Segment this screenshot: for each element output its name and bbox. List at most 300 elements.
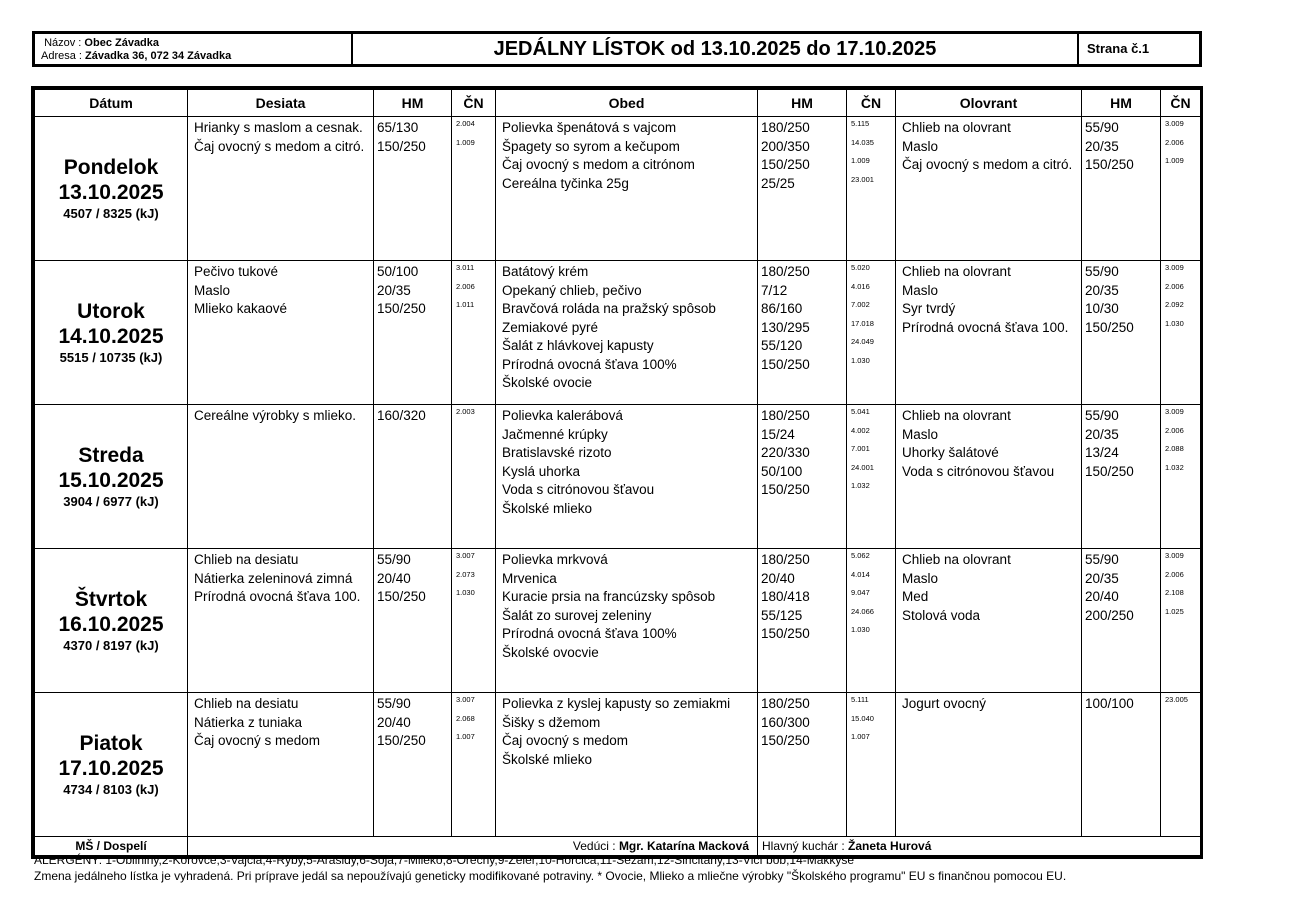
cn-code [851, 732, 895, 751]
desiata-cn-cell [452, 117, 496, 261]
olovrant-items-cell [896, 117, 1082, 261]
address-label: Adresa : [41, 50, 82, 62]
hm-value: 55/125 [761, 607, 803, 623]
desiata-item: Maslo [194, 282, 231, 298]
obed-item: Šalát zo surovej zeleniny [502, 607, 652, 623]
date-cell [35, 405, 188, 549]
cn-code [456, 407, 495, 426]
obed-item: Opekaný chlieb, pečivo [502, 282, 642, 298]
desiata-hm-cell [374, 117, 452, 261]
obed-item: Šalát z hlávkovej kapusty [502, 338, 654, 353]
olovrant-item: Maslo [902, 138, 939, 154]
manager-label: Vedúci : [572, 839, 616, 853]
col-header-date: Dátum [35, 90, 188, 117]
cn-code-text: 2.006 [1165, 137, 1184, 147]
obed-item: Polievka z kyslej kapusty so zemiakmi [502, 696, 731, 711]
obed-item: Voda s citrónovou šťavou [502, 482, 655, 497]
desiata-cn-cell [452, 405, 496, 549]
cn-code-text: 2.004 [456, 119, 475, 128]
cn-code-text: 2.108 [1165, 588, 1184, 597]
obed-item: Bravčová roláda na pražský spôsob [502, 301, 716, 316]
olovrant-cn-cell [1161, 549, 1201, 693]
obed-items-cell [496, 693, 758, 837]
hm-value: 150/250 [761, 356, 810, 372]
obed-item: Prírodná ovocná šťava 100% [502, 626, 677, 641]
name-label: Názov : [44, 37, 82, 49]
olovrant-item: Stolová voda [902, 607, 981, 623]
day-energy: 4507 / 8325 (kJ) [63, 205, 159, 221]
hm-value: 13/24 [1085, 445, 1119, 460]
cn-code-text: 1.025 [1165, 606, 1184, 616]
day-name: Štvrtok [74, 587, 148, 611]
obed-item: Šišky s džemom [502, 714, 601, 730]
cn-code-text: 1.030 [456, 588, 475, 597]
day-row [35, 405, 1201, 549]
cn-code-text: 7.002 [851, 300, 870, 309]
cn-code-text: 3.009 [1165, 551, 1184, 560]
day-row [35, 261, 1201, 405]
cn-code-text: 5.062 [851, 551, 870, 560]
hm-value: 20/35 [1085, 282, 1119, 298]
cn-code-text: 2.006 [1165, 569, 1184, 579]
hm-value: 50/100 [377, 264, 419, 279]
day-row [35, 549, 1201, 693]
cn-code-text: 4.016 [851, 281, 870, 291]
col-header-desiata: Desiata [188, 90, 374, 117]
desiata-items-cell [188, 693, 374, 837]
cn-code [456, 570, 495, 589]
day-date: 15.10.2025 [58, 468, 164, 492]
day-date: 13.10.2025 [58, 180, 164, 204]
hm-value: 150/250 [761, 626, 810, 641]
desiata-hm-cell [374, 549, 452, 693]
day-date: 16.10.2025 [58, 612, 164, 636]
organization-info [35, 34, 353, 64]
hm-value: 55/120 [761, 338, 803, 353]
cn-code [456, 119, 495, 138]
desiata-cn-cell [452, 693, 496, 837]
olovrant-cn-cell [1161, 261, 1201, 405]
obed-items-cell [496, 117, 758, 261]
obed-item: Zemiakové pyré [502, 319, 599, 335]
cn-code-text: 2.006 [456, 281, 475, 291]
disclaimer-note: Zmena jedálneho lístka je vyhradená. Pri príprave jedál sa nepoužívajú geneticky modifikované potraviny. * Ovocie, Mlieko a mliečne výrobky "Školského programu" EU s finančnou pomocou EU. [34, 869, 1067, 883]
cn-code-text: 2.088 [1165, 444, 1184, 453]
cn-code-text: 2.003 [456, 407, 475, 416]
day-date: 17.10.2025 [58, 756, 164, 780]
day-name: Streda [78, 443, 144, 467]
hm-value: 20/40 [761, 570, 795, 586]
obed-item: Školské ovocie [502, 375, 593, 390]
olovrant-hm-cell [1082, 693, 1161, 837]
cn-code [851, 337, 895, 356]
obed-item: Mrvenica [502, 570, 557, 586]
cn-code-text: 17.018 [851, 318, 874, 328]
col-header-olovrant: Olovrant [896, 90, 1082, 117]
cn-code [456, 695, 495, 714]
cn-code [851, 282, 895, 301]
hm-value: 180/250 [761, 408, 810, 423]
cn-code [1165, 319, 1200, 338]
obed-item: Školské mlieko [502, 500, 593, 516]
cn-code [1165, 119, 1200, 138]
hm-value: 20/35 [1085, 426, 1119, 442]
cn-code [851, 714, 895, 733]
obed-item: Školské ovocvie [502, 644, 599, 660]
obed-hm-cell [758, 693, 847, 837]
olovrant-items-cell [896, 549, 1082, 693]
cn-code-text: 3.009 [1165, 263, 1184, 272]
hm-value: 150/250 [1085, 463, 1134, 479]
day-row [35, 117, 1201, 261]
hm-value: 150/250 [761, 157, 810, 172]
cn-code [851, 607, 895, 626]
cn-code [851, 175, 895, 194]
cn-code-text: 2.006 [1165, 425, 1184, 435]
cn-code-text: 1.009 [1165, 156, 1184, 165]
olovrant-hm-cell [1082, 261, 1161, 405]
cn-code [1165, 570, 1200, 589]
desiata-item: Čaj ovocný s medom a citró. [194, 138, 365, 154]
cn-code-text: 24.049 [851, 337, 874, 346]
hm-value: 220/330 [761, 445, 810, 460]
cn-code [851, 263, 895, 282]
hm-value: 160/300 [761, 714, 810, 730]
cn-code [851, 156, 895, 175]
hm-value: 50/100 [761, 463, 803, 479]
hm-value: 180/250 [761, 696, 810, 711]
address-value: Závadka 36, 072 34 Závadka [85, 50, 232, 62]
hm-value: 20/40 [377, 714, 411, 730]
cn-code [851, 300, 895, 319]
col-header-hm: HM [374, 90, 452, 117]
cn-code-text: 5.111 [851, 695, 869, 704]
obed-item: Polievka kalerábová [502, 408, 623, 423]
date-cell [35, 693, 188, 837]
cn-code [851, 444, 895, 463]
cn-code-text: 1.032 [1165, 462, 1184, 472]
cn-code-text: 14.035 [851, 137, 874, 147]
date-cell [35, 549, 188, 693]
date-cell [35, 117, 188, 261]
cn-code [851, 119, 895, 138]
cn-code-text: 3.011 [456, 263, 475, 272]
olovrant-item: Syr tvrdý [902, 301, 956, 316]
allergens-note: ALERGÉNY: 1-Obilniny,2-Kôrovce,3-Vajcia,4-Ryby,5-Arašidy,6-Sója,7-Mlieko,8-Orechy,9-Zelér,10-Horčica,11-Sézam,12-Siričitany,13-Vlčí bôb,14-Mäkkýše [34, 853, 855, 867]
desiata-items-cell [188, 261, 374, 405]
desiata-items-cell [188, 405, 374, 549]
desiata-item: Pečivo tukové [194, 264, 279, 279]
hm-value: 55/90 [1085, 408, 1119, 423]
hm-value: 150/250 [761, 482, 810, 497]
hm-value: 55/90 [1085, 264, 1119, 279]
hm-value: 86/160 [761, 301, 803, 316]
col-header-cn: ČN [1161, 90, 1201, 117]
day-name: Pondelok [63, 155, 159, 179]
page-number: Strana č.1 [1087, 41, 1150, 56]
cn-code [1165, 444, 1200, 463]
header-row [35, 90, 1201, 117]
obed-item: Špagety so syrom a kečupom [502, 138, 680, 154]
cn-code [456, 714, 495, 733]
olovrant-item: Med [902, 589, 929, 604]
day-energy: 3904 / 6977 (kJ) [63, 493, 159, 509]
cn-code [851, 138, 895, 157]
day-date: 14.10.2025 [58, 324, 164, 348]
desiata-item: Cereálne výrobky s mlieko. [194, 408, 357, 423]
day-energy: 4370 / 8197 (kJ) [63, 637, 159, 653]
olovrant-cn-cell [1161, 117, 1201, 261]
hm-value: 100/100 [1085, 696, 1134, 711]
hm-value: 150/250 [377, 301, 426, 316]
olovrant-item: Chlieb na olovrant [902, 552, 1011, 567]
cn-code [851, 319, 895, 338]
hm-value: 7/12 [761, 282, 788, 298]
obed-hm-cell [758, 405, 847, 549]
obed-hm-cell [758, 549, 847, 693]
desiata-cn-cell [452, 549, 496, 693]
cn-code-text: 1.009 [851, 156, 870, 165]
hm-value: 200/250 [1085, 607, 1134, 623]
obed-item: Cereálna tyčinka 25g [502, 175, 629, 191]
cn-code [1165, 695, 1200, 714]
olovrant-item: Voda s citrónovou šťavou [902, 463, 1055, 479]
cn-code-text: 3.009 [1165, 407, 1184, 416]
desiata-items-cell [188, 117, 374, 261]
olovrant-cn-cell [1161, 405, 1201, 549]
chef-label: Hlavný kuchár : [762, 839, 845, 853]
cn-code [1165, 588, 1200, 607]
hm-value: 150/250 [377, 733, 426, 748]
cn-code-text: 7.001 [851, 444, 870, 453]
cn-code [851, 588, 895, 607]
cn-code [1165, 463, 1200, 482]
olovrant-item: Uhorky šalátové [902, 445, 999, 460]
olovrant-items-cell [896, 261, 1082, 405]
obed-cn-cell [847, 549, 896, 693]
hm-value: 160/320 [377, 408, 426, 423]
obed-items-cell [496, 405, 758, 549]
cn-code-text: 9.047 [851, 588, 870, 597]
obed-item: Jačmenné krúpky [502, 426, 608, 442]
cn-code-text: 5.020 [851, 263, 870, 272]
cn-code-text: 5.115 [851, 119, 870, 128]
olovrant-hm-cell [1082, 117, 1161, 261]
cn-code-text: 23.001 [851, 174, 874, 184]
cn-code-text: 1.032 [851, 481, 870, 490]
cn-code-text: 1.009 [456, 137, 475, 147]
cn-code [1165, 551, 1200, 570]
page-title: JEDÁLNY LÍSTOK od 13.10.2025 do 17.10.2025 [353, 34, 1079, 64]
hm-value: 180/250 [761, 552, 810, 567]
obed-hm-cell [758, 117, 847, 261]
obed-item: Polievka špenátová s vajcom [502, 120, 677, 135]
desiata-hm-cell [374, 693, 452, 837]
olovrant-item: Prírodná ovocná šťava 100. [902, 319, 1069, 335]
obed-cn-cell [847, 261, 896, 405]
hm-value: 20/35 [377, 282, 411, 298]
desiata-hm-cell [374, 405, 452, 549]
obed-item: Batátový krém [502, 264, 589, 279]
hm-value: 150/250 [761, 733, 810, 748]
cn-code-text: 23.005 [1165, 695, 1188, 704]
cn-code-text: 5.041 [851, 407, 870, 416]
cn-code-text: 3.007 [456, 551, 475, 560]
desiata-hm-cell [374, 261, 452, 405]
hm-value: 150/250 [1085, 319, 1134, 335]
day-row [35, 693, 1201, 837]
col-header-cn: ČN [452, 90, 496, 117]
hm-value: 65/130 [377, 120, 419, 135]
day-energy: 4734 / 8103 (kJ) [63, 781, 159, 797]
cn-code [1165, 426, 1200, 445]
olovrant-items-cell [896, 693, 1082, 837]
obed-item: Školské mlieko [502, 751, 593, 767]
olovrant-items-cell [896, 405, 1082, 549]
hm-value: 180/250 [761, 264, 810, 279]
obed-item: Čaj ovocný s medom a citrónom [502, 157, 695, 172]
olovrant-item: Maslo [902, 282, 939, 298]
olovrant-item: Maslo [902, 426, 939, 442]
col-header-cn: ČN [847, 90, 896, 117]
desiata-item: Hrianky s maslom a cesnak. [194, 120, 363, 135]
cn-code-text: 2.092 [1165, 300, 1184, 309]
hm-value: 10/30 [1085, 301, 1119, 316]
cn-code-text: 4.002 [851, 425, 870, 435]
cn-code [456, 263, 495, 282]
cn-code [851, 570, 895, 589]
cn-code [1165, 263, 1200, 282]
day-name: Utorok [77, 299, 145, 323]
cn-code [1165, 300, 1200, 319]
hm-value: 130/295 [761, 319, 810, 335]
desiata-cn-cell [452, 261, 496, 405]
cn-code-text: 15.040 [851, 713, 874, 723]
cn-code [851, 625, 895, 644]
obed-item: Kyslá uhorka [502, 463, 581, 479]
olovrant-hm-cell [1082, 405, 1161, 549]
obed-item: Polievka mrkvová [502, 552, 608, 567]
cn-code [851, 407, 895, 426]
cn-code-text: 1.007 [456, 732, 475, 741]
olovrant-item: Jogurt ovocný [902, 696, 987, 711]
cn-code [456, 300, 495, 319]
hm-value: 20/40 [377, 570, 411, 586]
cn-code [456, 551, 495, 570]
obed-hm-cell [758, 261, 847, 405]
document-header [32, 31, 1202, 67]
hm-value: 150/250 [377, 138, 426, 154]
col-header-hm: HM [758, 90, 847, 117]
hm-value: 150/250 [1085, 157, 1134, 172]
name-value: Obec Závadka [84, 37, 160, 49]
hm-value: 180/250 [761, 120, 810, 135]
notes [34, 852, 1066, 884]
obed-cn-cell [847, 693, 896, 837]
hm-value: 20/35 [1085, 138, 1119, 154]
cn-code [1165, 138, 1200, 157]
hm-value: 20/40 [1085, 589, 1119, 604]
olovrant-cn-cell [1161, 693, 1201, 837]
desiata-item: Nátierka zeleninová zimná [194, 570, 353, 586]
obed-item: Kuracie prsia na francúzsky spôsob [502, 589, 716, 604]
desiata-item: Chlieb na desiatu [194, 552, 299, 567]
hm-value: 55/90 [377, 552, 411, 567]
menu-table [31, 86, 1203, 859]
desiata-items-cell [188, 549, 374, 693]
col-header-obed: Obed [496, 90, 758, 117]
cn-code [851, 551, 895, 570]
desiata-item: Čaj ovocný s medom [194, 733, 321, 748]
cn-code-text: 1.011 [456, 300, 475, 309]
cn-code [851, 481, 895, 500]
obed-item: Prírodná ovocná šťava 100% [502, 356, 677, 372]
cn-code-text: 2.073 [456, 569, 475, 579]
desiata-item: Chlieb na desiatu [194, 696, 299, 711]
cn-code-text: 1.007 [851, 732, 870, 741]
olovrant-item: Chlieb na olovrant [902, 408, 1011, 423]
obed-cn-cell [847, 405, 896, 549]
hm-value: 200/350 [761, 138, 810, 154]
hm-value: 15/24 [761, 426, 795, 442]
col-header-hm: HM [1082, 90, 1161, 117]
cn-code [1165, 282, 1200, 301]
cn-code [456, 138, 495, 157]
desiata-item: Nátierka z tuniaka [194, 714, 303, 730]
hm-value: 25/25 [761, 175, 795, 191]
cn-code-text: 3.007 [456, 695, 475, 704]
cn-code-text: 1.030 [851, 625, 870, 634]
cn-code-text: 3.009 [1165, 119, 1184, 128]
cn-code-text: 1.030 [1165, 318, 1184, 328]
hm-value: 180/418 [761, 589, 810, 604]
manager-name: Mgr. Katarína Macková [618, 839, 749, 853]
obed-items-cell [496, 549, 758, 693]
cn-code [1165, 407, 1200, 426]
desiata-item: Prírodná ovocná šťava 100. [194, 589, 361, 604]
day-energy: 5515 / 10735 (kJ) [59, 349, 163, 365]
hm-value: 20/35 [1085, 570, 1119, 586]
obed-cn-cell [847, 117, 896, 261]
category-label: MŠ / Dospelí [35, 837, 188, 856]
cn-code-text: 4.014 [851, 569, 870, 579]
cn-code [456, 282, 495, 301]
cn-code [851, 426, 895, 445]
obed-items-cell [496, 261, 758, 405]
chef-name: Žaneta Hurová [848, 839, 932, 853]
cn-code-text: 24.066 [851, 606, 874, 616]
hm-value: 55/90 [1085, 120, 1119, 135]
date-cell [35, 261, 188, 405]
cn-code-text: 1.030 [851, 355, 870, 365]
hm-value: 150/250 [377, 589, 426, 604]
cn-code [1165, 156, 1200, 175]
cn-code [456, 732, 495, 751]
desiata-item: Mlieko kakaové [194, 301, 288, 316]
cn-code [456, 588, 495, 607]
obed-item: Bratislavské rizoto [502, 445, 612, 460]
cn-code [1165, 607, 1200, 626]
obed-item: Čaj ovocný s medom [502, 733, 629, 748]
olovrant-item: Chlieb na olovrant [902, 264, 1011, 279]
cn-code [851, 695, 895, 714]
day-name: Piatok [79, 731, 143, 755]
cn-code-text: 24.001 [851, 462, 874, 472]
hm-value: 55/90 [377, 696, 411, 711]
olovrant-item: Chlieb na olovrant [902, 120, 1011, 135]
olovrant-item: Maslo [902, 570, 939, 586]
cn-code [851, 356, 895, 375]
